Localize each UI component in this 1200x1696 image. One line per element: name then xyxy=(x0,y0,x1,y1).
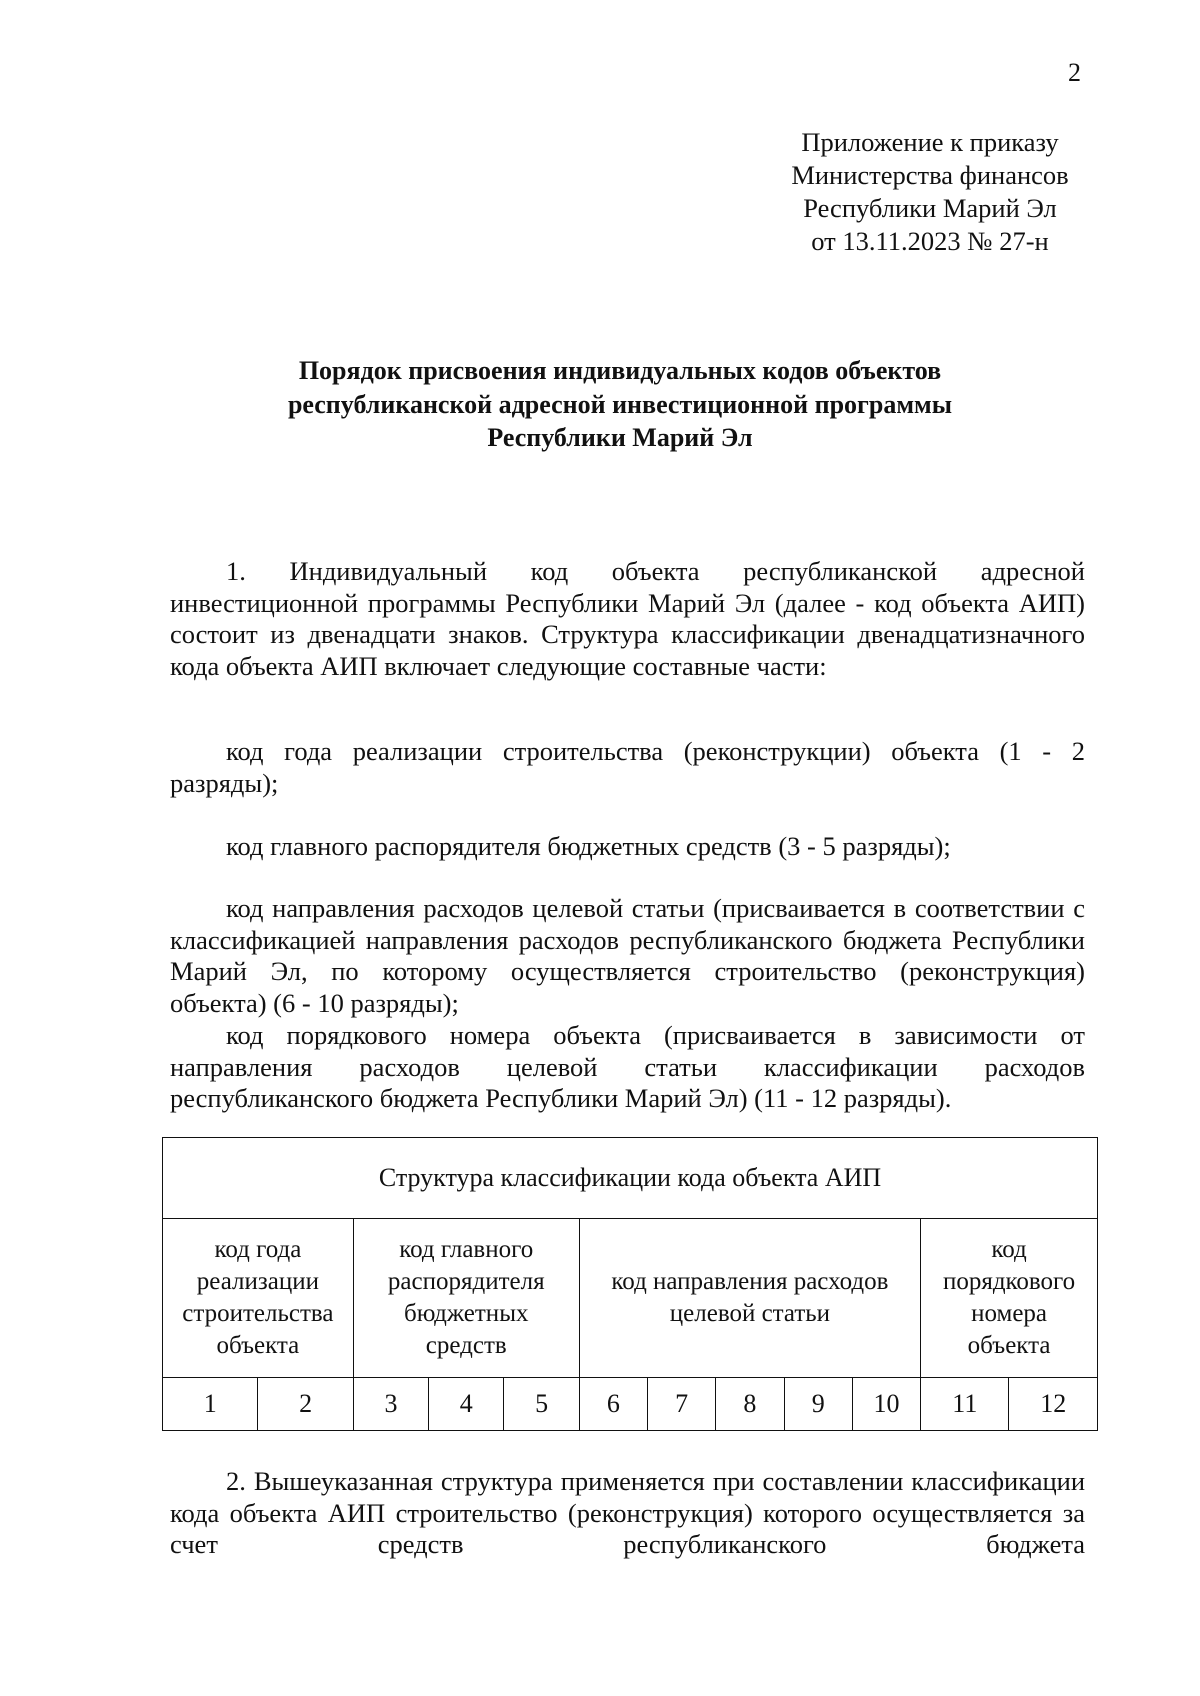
part-sequence-code: код порядкового номера объекта (присваивается в зависимости от направления расходов целевой статьи классификации расходов республиканского бюджета Республики Марий Эл) (11 - 12 разряды). xyxy=(170,1020,1085,1113)
part-year-code: код года реализации строительства (реконструкции) объекта (1 - 2 разряды); xyxy=(170,736,1085,798)
group-sequence-header: код порядкового номера объекта xyxy=(921,1219,1098,1378)
part-manager-code: код главного распорядителя бюджетных средств (3 - 5 разряды); xyxy=(226,831,951,861)
digit-cell: 7 xyxy=(648,1378,716,1431)
group-direction-header: код направления расходов целевой статьи xyxy=(579,1219,920,1378)
digit-cell: 9 xyxy=(784,1378,852,1431)
group-year-header: код года реализации строительства объекта xyxy=(163,1219,354,1378)
appendix-line: Республики Марий Эл xyxy=(803,193,1057,223)
appendix-line: Министерства финансов xyxy=(791,160,1069,190)
title-line: Республики Марий Эл xyxy=(487,423,753,452)
group-manager-header: код главного распорядителя бюджетных средств xyxy=(353,1219,579,1378)
digit-cell: 5 xyxy=(504,1378,579,1431)
appendix-block xyxy=(775,126,1085,258)
table-caption: Структура классификации кода объекта АИП xyxy=(163,1138,1098,1219)
digit-cell: 6 xyxy=(579,1378,647,1431)
digit-cell: 8 xyxy=(716,1378,784,1431)
digit-cell: 12 xyxy=(1009,1378,1098,1431)
appendix-date-number: от 13.11.2023 № 27-н xyxy=(811,226,1049,256)
digit-cell: 11 xyxy=(921,1378,1009,1431)
paragraph-2: 2. Вышеуказанная структура применяется при составлении классификации кода объекта АИП строительство (реконструкция) которого осуществляется за счет средств республиканского бюджета xyxy=(170,1466,1085,1559)
digit-cell: 3 xyxy=(353,1378,428,1431)
document-title xyxy=(200,354,1040,455)
digit-cell: 4 xyxy=(429,1378,504,1431)
paragraph-1: 1. Индивидуальный код объекта республиканской адресной инвестиционной программы Республики Марий Эл (далее - код объекта АИП) состоит из двенадцати знаков. Структура классификации двенадцатизначного кода объекта АИП включает следующие составные части: xyxy=(170,556,1085,681)
digit-cell: 2 xyxy=(258,1378,353,1431)
page-number: 2 xyxy=(1068,58,1081,87)
appendix-line: Приложение к приказу xyxy=(801,127,1059,157)
code-structure-table xyxy=(162,1137,1098,1431)
digit-cell: 1 xyxy=(163,1378,258,1431)
digit-cell: 10 xyxy=(852,1378,920,1431)
title-line: Порядок присвоения индивидуальных кодов объектов xyxy=(298,356,942,385)
part-direction-code: код направления расходов целевой статьи (присваивается в соответствии с классификацией направления расходов республиканского бюджета Республики Марий Эл, по которому осуществляется строительство (реконструкция) объекта) (6 - 10 разряды); xyxy=(170,893,1085,1018)
title-line: республиканской адресной инвестиционной программы xyxy=(287,389,953,419)
